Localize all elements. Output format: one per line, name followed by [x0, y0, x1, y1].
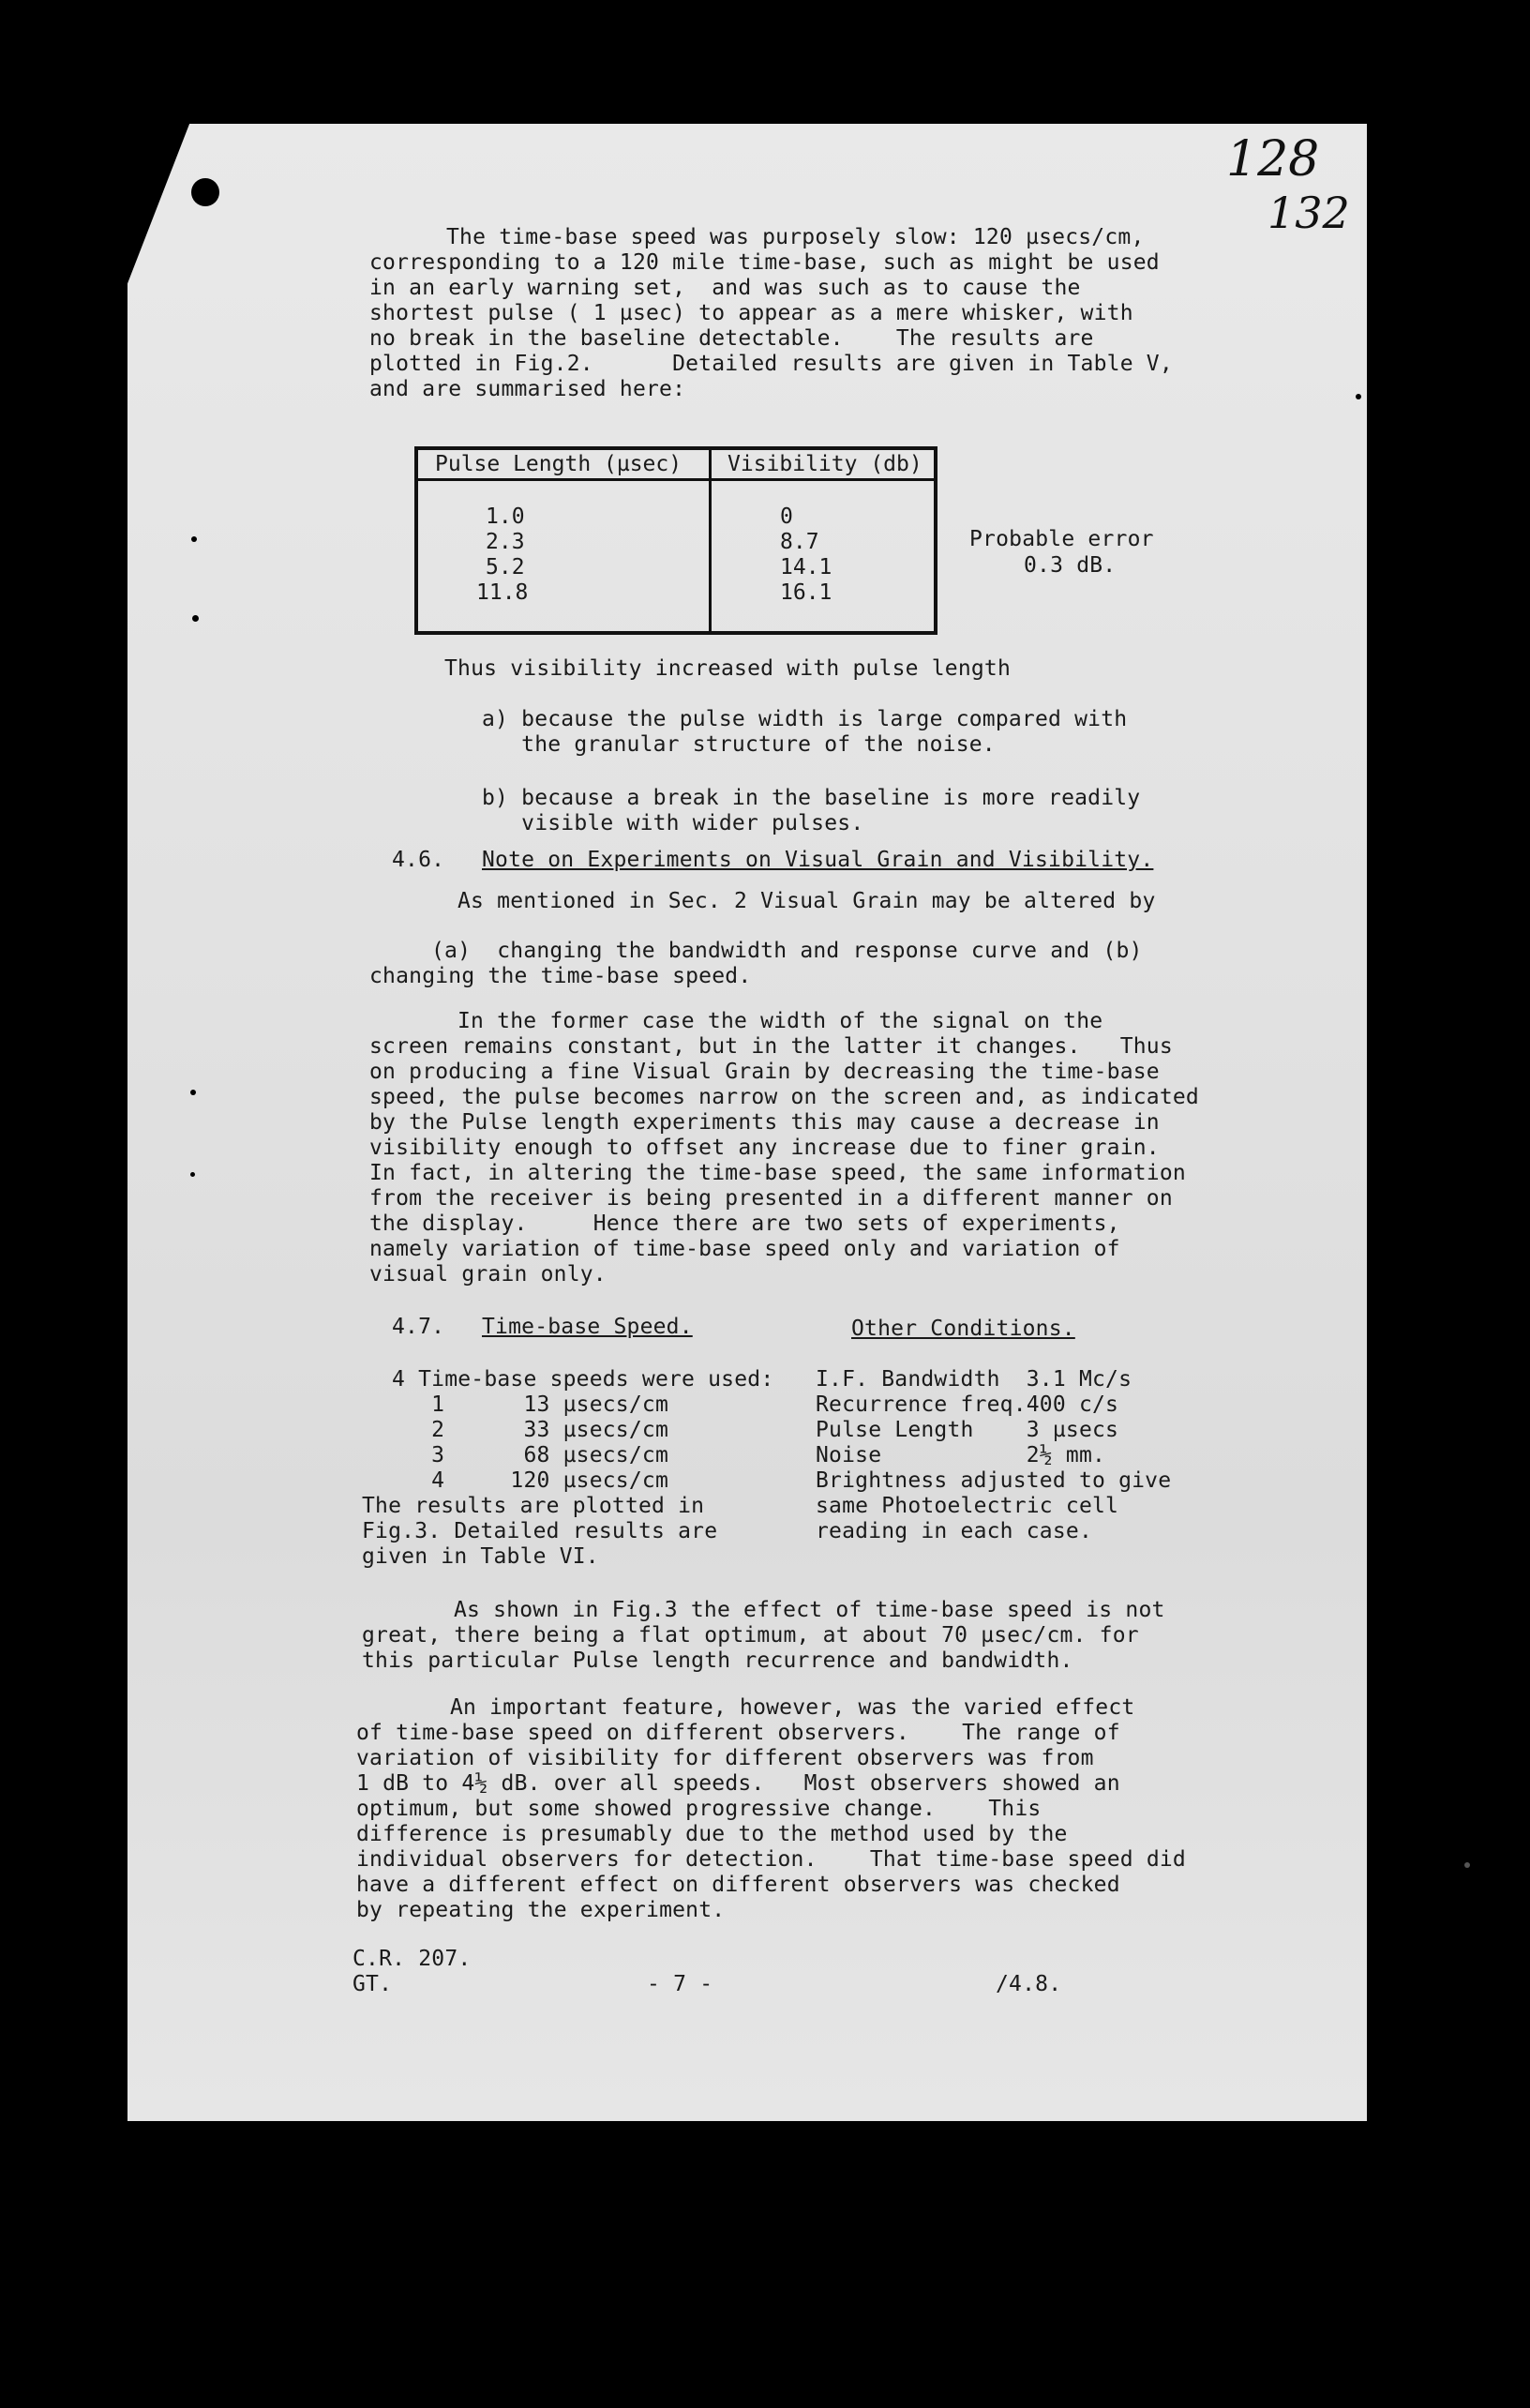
table-header-visibility: Visibility (db)	[728, 452, 922, 476]
table-cell: 14.1	[780, 555, 832, 579]
table-cell: 16.1	[780, 580, 832, 605]
text-line: Recurrence freq.400 c/s	[816, 1392, 1119, 1417]
text-line: As mentioned in Sec. 2 Visual Grain may be altered by	[458, 889, 1156, 913]
footer-initials: GT.	[352, 1972, 393, 1996]
handwritten-folio-bottom: 132	[1268, 188, 1350, 238]
text-line: visual grain only.	[369, 1262, 607, 1287]
speck	[190, 1172, 195, 1177]
table-cell: 0	[780, 504, 793, 529]
section-title: Note on Experiments on Visual Grain and Visibility.	[482, 848, 1154, 872]
text-line: 2 33 µsecs/cm	[392, 1418, 668, 1442]
text-line: screen remains constant, but in the latter it changes. Thus	[369, 1034, 1173, 1059]
text-line: (a) changing the bandwidth and response curve and (b)	[431, 939, 1143, 963]
text-line: no break in the baseline detectable. The results are	[369, 326, 1094, 351]
text-line: by the Pulse length experiments this may cause a decrease in	[369, 1110, 1160, 1135]
text-line: In fact, in altering the time-base speed, the same information	[369, 1161, 1186, 1185]
text-line: 1 dB to 4½ dB. over all speeds. Most observers showed an	[356, 1771, 1120, 1796]
speck	[192, 615, 199, 622]
table-header-pulse-length: Pulse Length (µsec)	[435, 452, 682, 476]
reason-b-line: visible with wider pulses.	[482, 811, 864, 835]
text-line: plotted in Fig.2. Detailed results are given in Table V,	[369, 352, 1173, 376]
text-line: 1 13 µsecs/cm	[392, 1392, 668, 1417]
speck	[1464, 1862, 1470, 1868]
text-line: In the former case the width of the signal on the	[458, 1009, 1103, 1033]
text-line: Fig.3. Detailed results are	[362, 1519, 718, 1543]
text-line: Brightness adjusted to give	[816, 1468, 1172, 1493]
text-line: namely variation of time-base speed only and variation of	[369, 1237, 1120, 1261]
text-line: reading in each case.	[816, 1519, 1092, 1543]
visibility-statement: Thus visibility increased with pulse length	[444, 656, 1012, 681]
text-line: The results are plotted in	[362, 1494, 705, 1518]
text-line: optimum, but some showed progressive change. This	[356, 1797, 1042, 1821]
text-line: same Photoelectric cell	[816, 1494, 1119, 1518]
reason-a-line: a) because the pulse width is large compared with	[482, 707, 1128, 731]
text-line: and are summarised here:	[369, 377, 686, 401]
table-cell: 5.2	[486, 555, 525, 579]
text-line: by repeating the experiment.	[356, 1898, 726, 1922]
text-line: variation of visibility for different observers was from	[356, 1746, 1094, 1770]
probable-error-label: Probable error	[969, 527, 1154, 551]
reason-b-line: b) because a break in the baseline is more readily	[482, 786, 1141, 810]
table-column-divider	[709, 450, 712, 631]
text-line: As shown in Fig.3 the effect of time-base speed is not	[454, 1598, 1165, 1622]
footer-reference: C.R. 207.	[352, 1947, 472, 1971]
text-line: shortest pulse ( 1 µsec) to appear as a mere whisker, with	[369, 301, 1133, 325]
text-line: corresponding to a 120 mile time-base, such as might be used	[369, 250, 1160, 275]
text-line: Noise 2½ mm.	[816, 1443, 1106, 1467]
text-line: from the receiver is being presented in a different manner on	[369, 1186, 1173, 1211]
speck	[1356, 394, 1361, 399]
other-conditions-title: Other Conditions.	[851, 1317, 1075, 1341]
table-cell: 1.0	[486, 504, 525, 529]
reason-a-line: the granular structure of the noise.	[482, 732, 996, 757]
text-line: this particular Pulse length recurrence and bandwidth.	[362, 1648, 1073, 1673]
table-cell: 8.7	[780, 530, 819, 554]
text-line: of time-base speed on different observers. The range of	[356, 1721, 1120, 1745]
text-line: An important feature, however, was the varied effect	[450, 1695, 1135, 1720]
punch-hole	[191, 178, 219, 206]
speck	[191, 536, 197, 542]
section-title: Time-base Speed.	[482, 1315, 693, 1339]
text-line: great, there being a flat optimum, at about 70 µsec/cm. for	[362, 1623, 1139, 1648]
table-cell: 2.3	[486, 530, 525, 554]
text-line: 4 120 µsecs/cm	[392, 1468, 668, 1493]
speck	[190, 1090, 196, 1095]
handwritten-folio-top: 128	[1226, 131, 1320, 188]
text-line: the display. Hence there are two sets of experiments,	[369, 1212, 1120, 1236]
text-line: difference is presumably due to the method used by the	[356, 1822, 1068, 1846]
continuation-marker: /4.8.	[996, 1972, 1062, 1996]
text-line: The time-base speed was purposely slow: 120 µsecs/cm,	[446, 225, 1145, 249]
text-line: changing the time-base speed.	[369, 964, 752, 988]
text-line: on producing a fine Visual Grain by decreasing the time-base	[369, 1060, 1160, 1084]
text-line: in an early warning set, and was such as to cause the	[369, 276, 1081, 300]
text-line: 3 68 µsecs/cm	[392, 1443, 668, 1467]
section-number: 4.6.	[392, 848, 445, 872]
text-line: 4 Time-base speeds were used:	[392, 1367, 774, 1392]
probable-error-value: 0.3 dB.	[1024, 553, 1117, 578]
text-line: individual observers for detection. That time-base speed did	[356, 1847, 1186, 1872]
section-number: 4.7.	[392, 1315, 445, 1339]
text-line: Pulse Length 3 µsecs	[816, 1418, 1119, 1442]
text-line: I.F. Bandwidth 3.1 Mc/s	[816, 1367, 1132, 1392]
text-line: given in Table VI.	[362, 1544, 599, 1569]
text-line: visibility enough to offset any increase due to finer grain.	[369, 1136, 1160, 1160]
text-line: speed, the pulse becomes narrow on the screen and, as indicated	[369, 1085, 1199, 1109]
page-number: - 7 -	[647, 1972, 713, 1996]
results-table	[414, 446, 938, 635]
table-cell: 11.8	[476, 580, 529, 605]
text-line: have a different effect on different observers was checked	[356, 1873, 1120, 1897]
